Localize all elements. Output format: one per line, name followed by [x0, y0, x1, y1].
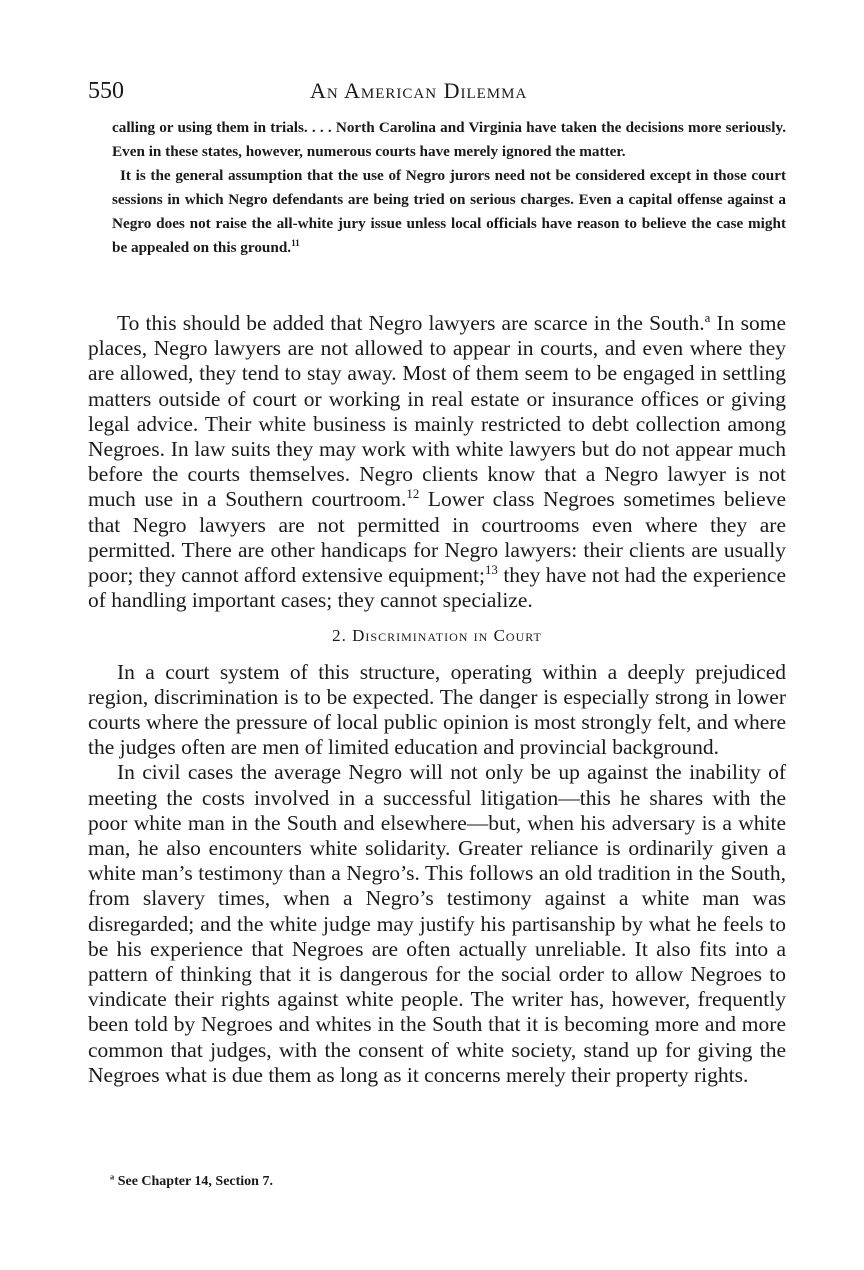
paragraph-civil-cases: In civil cases the average Negro will not only be up against the inability of meeting the costs involved in a successful litigation—this he shares with the poor white man in the South and elsewhere—but, when his adversary is a white man, he also encounters white solidarity. Greater reliance is ordinarily given a white man’s testimony than a Negro’s. This follows an old tradition in the South, from slavery times, when a Negro’s testimony against a white man was disregarded; and the white judge may justify his partisanship by what he feels to be his experience that Negroes are often actually unreliable. It also fits into a pattern of thinking that it is dangerous for the social order to allow Negroes to vindicate their rights against white people. The writer has, however, frequently been told by Negroes and whites in the South that it is becoming more and more common that judges, with the consent of white society, stand up for giving the Negroes what is due them as long as it concerns merely their property rights. [88, 760, 786, 1087]
note-ref-12: 12 [406, 487, 420, 502]
note-ref-13: 13 [484, 562, 498, 577]
paragraph-lawyers-part-3: Lower class Negroes sometimes believe that Negro lawyers are not permitted in courtrooms even where they are permitted. There are other handicaps for Negro lawyers: their clients are usually poor; they cannot afford extensive equipment; [88, 487, 786, 588]
footnote [110, 1174, 273, 1190]
footnote-marker: a [110, 1172, 115, 1182]
paragraph-lawyers-part-4: they have not had the experience of handling important cases; they cannot specialize. [88, 563, 787, 613]
section-heading: 2. Discrimination in Court [332, 626, 542, 646]
quote-paragraph-2 [112, 164, 786, 260]
paragraph-lawyers-part-2: In some places, Negro lawyers are not allowed to appear in courts, and even where they are allowed, they tend to stay away. Most of them seem to be engaged in settling matters outside of court or working in real estate or insurance offices or giving legal advice. Their white business is mainly restricted to debt collection among Negroes. In law suits they may work with white lawyers but do not appear much before the courts themselves. Negro clients know that a Negro lawyer is not much use in a Southern courtroom. [88, 311, 787, 512]
block-quote [112, 116, 786, 260]
footnote-text: See Chapter 14, Section 7. [114, 1174, 273, 1189]
quote-paragraph-1: calling or using them in trials. . . . North Carolina and Virginia have taken the decisions more seriously. Even in these states, however, numerous courts have merely ignored the matter. [112, 119, 786, 160]
main-text [88, 311, 786, 1088]
page-header [88, 78, 788, 108]
quote-paragraph-2-text: It is the general assumption that the use of Negro jurors need not be considered except in those court sessions in which Negro defendants are being tried on serious charges. Even a capital offense against a Negro does not raise the all-white jury issue unless local officials have reason to believe the case might be appealed on this ground. [112, 167, 786, 256]
running-title: An American Dilemma [310, 78, 528, 103]
paragraph-lawyers-part-1: To this should be added that Negro lawyers are scarce in the South. [117, 311, 705, 335]
paragraph-lawyers [88, 311, 786, 613]
footnote-ref-a: a [704, 310, 711, 325]
page-number: 550 [88, 78, 124, 104]
note-ref-11: 11 [291, 237, 300, 248]
paragraph-discrimination: In a court system of this structure, operating within a deeply prejudiced region, discrimination is to be expected. The danger is especially strong in lower courts where the pressure of local public opinion is most strongly felt, and where the judges often are men of limited education and provincial background. [88, 659, 786, 760]
